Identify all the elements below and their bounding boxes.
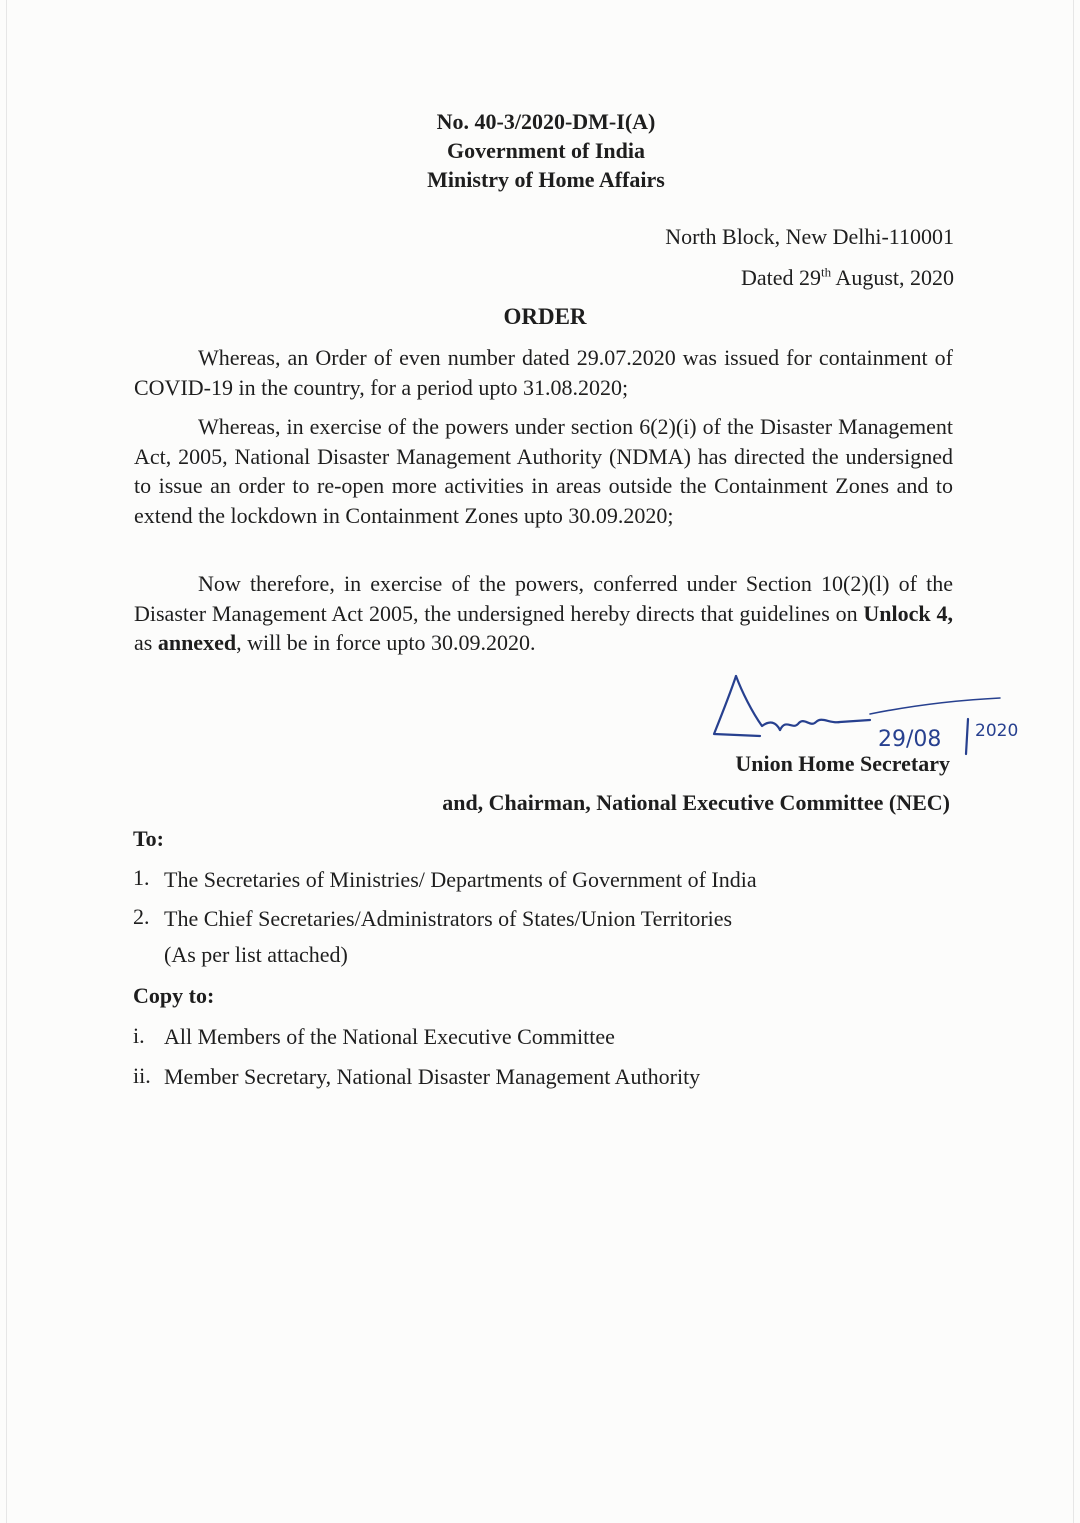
signature-year: 2020 [975,721,1019,741]
list-marker: 1. [133,865,150,890]
paragraph-3-text: Now therefore, in exercise of the powers, conferred under Section 10(2)(l) of the Disaster Management Act 2005, the undersigned hereby directs that guidelines on [134,571,953,626]
copy-to-label: Copy to: [133,983,215,1008]
signature-stroke [714,676,760,736]
list-item: All Members of the National Executive Committee [164,1024,615,1049]
handwritten-signature [700,664,1050,764]
scan-edge-left [6,0,7,1523]
government-name: Government of India [447,138,645,163]
list-item: Member Secretary, National Disaster Management Authority [164,1064,701,1089]
date-rest: August, 2020 [831,265,954,290]
list-item: The Secretaries of Ministries/ Departments of Government of India [164,867,757,892]
paragraph-3-bold-unlock: Unlock 4, [863,600,953,626]
signature-stroke [780,720,870,730]
paragraph-3 [134,569,953,658]
order-title: ORDER [503,304,587,329]
list-item: The Chief Secretaries/Administrators of States/Union Territories [164,906,733,931]
signature-underline [870,698,1000,714]
signatory-subtitle: and, Chairman, National Executive Committee (NEC) [442,790,950,815]
list-marker: 2. [133,904,150,929]
paragraph-3-bold-annexed: annexed [157,630,237,655]
paragraph-3-text-2: as [134,630,158,655]
list-marker: i. [133,1023,145,1048]
address: North Block, New Delhi-110001 [665,224,954,249]
to-label: To: [133,826,164,851]
signatory-title: Union Home Secretary [735,751,950,776]
scan-edge-right [1073,0,1074,1523]
paragraph-3-text-3: , will be in force upto 30.09.2020. [236,630,536,655]
list-marker: ii. [133,1063,151,1088]
signature-stroke [736,676,780,730]
ministry-name: Ministry of Home Affairs [427,167,665,192]
reference-number: No. 40-3/2020-DM-I(A) [436,109,656,134]
signature-divider [966,719,968,754]
date-line [741,265,954,291]
date-suffix: th [821,264,832,280]
paragraph-1: Whereas, an Order of even number dated 29.07.2020 was issued for containment of COVID-19 in the country, for a period upto 31.08.2020; [134,345,953,400]
paragraph-2: Whereas, in exercise of the powers under section 6(2)(i) of the Disaster Management Act, 2005, National Disaster Management Authority (NDMA) has directed the undersigned to issue an order to re-open more activities in areas outside the Containment Zones and to extend the lockdown in Containment Zones upto 30.09.2020; [134,414,953,528]
date-prefix: Dated 29 [740,265,822,290]
list-note: (As per list attached) [164,942,348,967]
signature-date: 29/08 [878,727,942,752]
